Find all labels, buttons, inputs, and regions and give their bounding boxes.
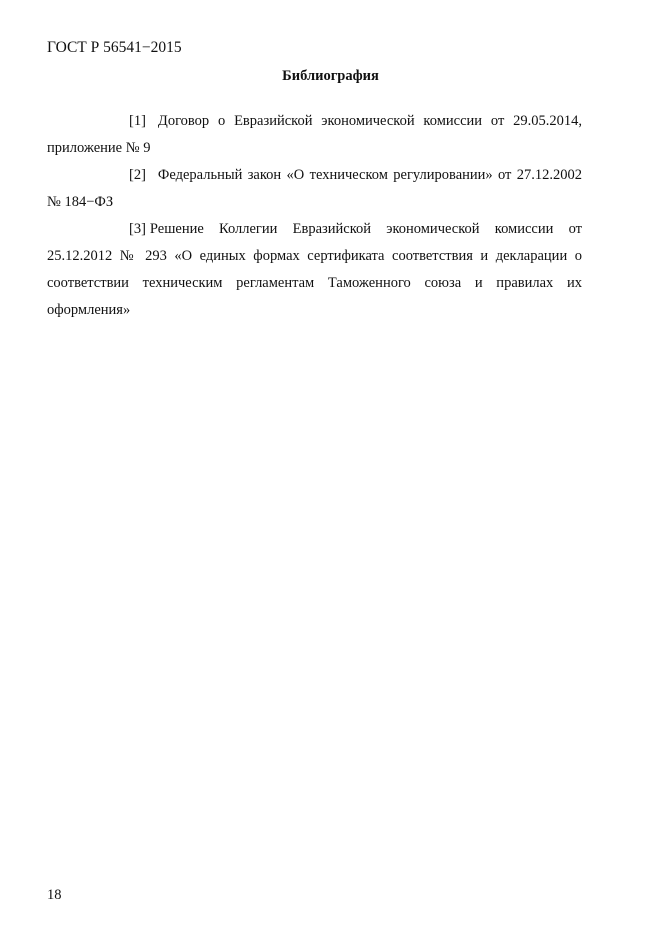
bibliography-list [47,108,582,324]
bibliography-entry-text: Федеральный закон «О техническом регулировании» от 27.12.2002 № 184−ФЗ [47,167,582,210]
section-title: Библиография [282,68,379,84]
page-header-standard-code: ГОСТ Р 56541−2015 [47,39,182,56]
bibliography-entry-number: [2] [129,167,146,183]
bibliography-entry-number: [1] [129,113,146,129]
bibliography-entry-text: Договор о Евразийской экономической комиссии от 29.05.2014, приложение № 9 [47,113,582,156]
page-number: 18 [47,887,62,903]
bibliography-entry-text: Решение Коллегии Евразийской экономической комиссии от 25.12.2012 № 293 «О единых формах сертификата соответствия и декларации о соответствии техническим регламентам Таможенного союза и правилах их оформления» [47,221,582,318]
bibliography-entry [47,162,582,216]
bibliography-entry [47,216,582,324]
bibliography-entry [47,108,582,162]
bibliography-entry-number: [3] [129,221,146,237]
